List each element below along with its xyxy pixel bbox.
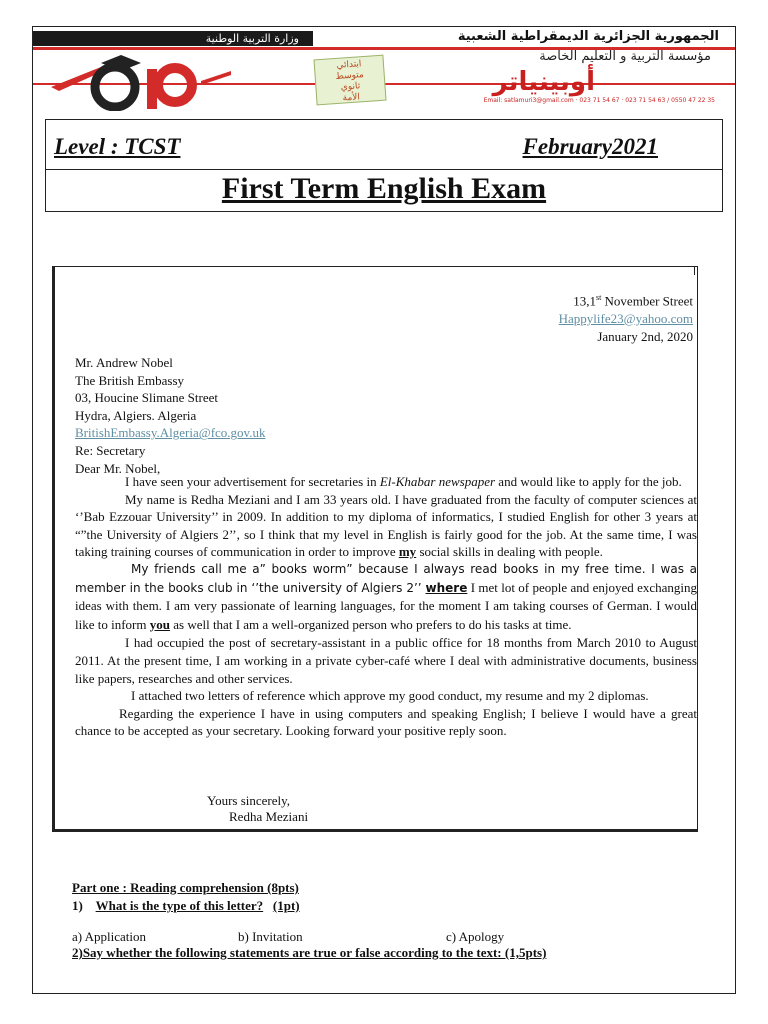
recipient-email-link[interactable]: BritishEmbassy.Algeria@fco.gov.uk [75, 425, 266, 441]
paragraph: My friends call me a” books worm” because I always read books in my free time. I was a member in the books club in ‘’the university of Algiers 2’’ where I met lot of people and enjoyed exchanging ideas with them. I am very passionate of learning languages, for the moment I am taking courses of German. I would like to inform you as well that I am a well-organized person who prefers to do his tasks at time. [75, 561, 698, 632]
header-banner [33, 27, 735, 113]
levels-badge [313, 55, 386, 106]
exam-level: Level : TCST [54, 134, 181, 159]
school-logo-icon [51, 53, 231, 111]
recipient-city: Hydra, Algiers. Algeria [75, 407, 197, 423]
institution-name: مؤسسة التربية و التعليم الخاصة [539, 49, 711, 64]
paragraph: My name is Redha Meziani and I am 33 years old. I have graduated from the faculty of computer sciences at ‘’Bab Ezzouar University’’ in 2009. In addition to my diploma of informatics, I studied English for other 3 years at “”the University of Algiers 2’’, so I think that my level in English is fairly good for the job. At the same time, I was taking training courses of communication in order to improve my social skills in dealing with people. [75, 491, 697, 560]
letter-date: January 2nd, 2020 [597, 328, 693, 344]
sender-block [559, 289, 693, 345]
choice-apology[interactable]: c) Apology [446, 929, 505, 944]
part-one-heading: Part one : Reading comprehension (8pts) [72, 880, 299, 895]
ministry-bar: وزارة التربية الوطنية [33, 31, 313, 46]
paragraph: I had occupied the post of secretary-assistant in a public office for 18 months from March 2010 to August 2011. At the present time, I am working in a private cyber-café where I deal with administrative documents, business like papers, researches and other services. [75, 635, 697, 686]
question-number: 1) [72, 898, 83, 913]
question-text: What is the type of this letter? [95, 898, 264, 913]
sender-email-link[interactable]: Happylife23@yahoo.com [558, 310, 693, 326]
paragraph: Regarding the experience I have in using computers and speaking English; I believe I would have a great chance to be accepted as your secretary. Looking forward your positive reply soon. [75, 705, 697, 739]
paragraph: I attached two letters of reference which approve my good conduct, my resume and my 2 diplomas. [131, 688, 649, 704]
exam-title: First Term English Exam [221, 172, 547, 205]
level-label: ابتدائي [336, 59, 362, 71]
choice-application[interactable]: a) Application [72, 929, 147, 944]
exam-title-box [45, 119, 723, 212]
box-tick [694, 267, 695, 275]
contact-info: Email: satlamuri3@gmail.com · 023 71 54 67 · 023 71 54 63 / 0550 47 22 35 [483, 97, 715, 104]
level-label: الأمة [342, 92, 361, 104]
recipient-block [75, 354, 265, 477]
closing: Yours sincerely, [207, 793, 291, 808]
closing-block [207, 793, 308, 825]
newspaper-name: El-Khabar newspaper [379, 474, 496, 489]
salutation: Dear Mr. Nobel, [75, 460, 161, 476]
recipient-org: The British Embassy [75, 372, 185, 388]
letter-body [75, 473, 697, 740]
letter-subject: Re: Secretary [75, 442, 146, 458]
choice-invitation[interactable]: b) Invitation [238, 929, 303, 944]
brand-name: أوبينياتر [492, 67, 595, 97]
letter-box [52, 266, 698, 832]
paragraph: I have seen your advertisement for secretaries in El-Khabar newspaper and would like to apply for the job. [125, 474, 682, 489]
question-2: 2)Say whether the following statements are true or false according to the text: (1,5pts) [72, 945, 547, 960]
question-points: (1pt) [272, 898, 300, 913]
recipient-name: Mr. Andrew Nobel [75, 355, 173, 370]
level-label: متوسط [335, 70, 365, 82]
underlined-word: where [425, 580, 468, 595]
underlined-word: my [398, 544, 417, 560]
republic-name: الجمهورية الجزائرية الديمقراطية الشعبية [457, 29, 719, 44]
question-1 [72, 898, 300, 914]
recipient-street: 03, Houcine Slimane Street [75, 390, 218, 406]
exam-date: February2021 [522, 134, 658, 159]
sender-address: 13,1st November Street [573, 293, 693, 309]
underlined-word: you [149, 616, 170, 632]
signature: Redha Meziani [229, 809, 309, 824]
level-label: ثانوي [340, 81, 361, 93]
exam-info-row [46, 120, 722, 170]
